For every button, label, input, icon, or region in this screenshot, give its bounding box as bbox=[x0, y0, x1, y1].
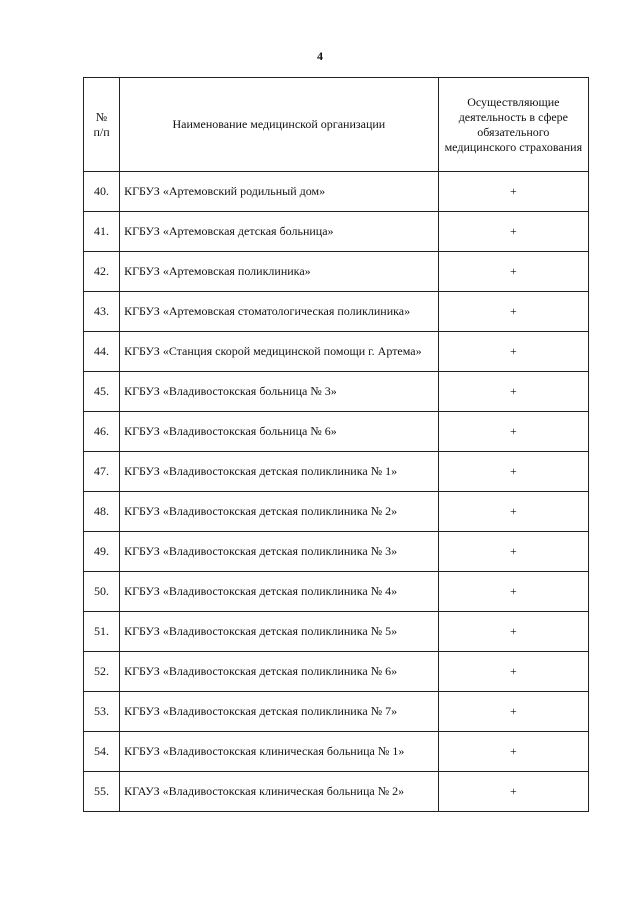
oms-mark: + bbox=[438, 372, 588, 412]
oms-mark: + bbox=[438, 452, 588, 492]
row-number: 47. bbox=[84, 452, 120, 492]
row-number: 44. bbox=[84, 332, 120, 372]
oms-mark: + bbox=[438, 612, 588, 652]
row-number: 43. bbox=[84, 292, 120, 332]
oms-mark: + bbox=[438, 412, 588, 452]
organization-name: КГБУЗ «Владивостокская больница № 3» bbox=[120, 372, 439, 412]
organization-name: КГБУЗ «Владивостокская детская поликлиника № 7» bbox=[120, 692, 439, 732]
oms-mark: + bbox=[438, 212, 588, 252]
row-number: 55. bbox=[84, 772, 120, 812]
table-row bbox=[84, 692, 589, 732]
row-number: 52. bbox=[84, 652, 120, 692]
table-row bbox=[84, 212, 589, 252]
row-number: 40. bbox=[84, 172, 120, 212]
oms-mark: + bbox=[438, 292, 588, 332]
organization-name: КГБУЗ «Артемовский родильный дом» bbox=[120, 172, 439, 212]
row-number: 51. bbox=[84, 612, 120, 652]
organization-name: КГБУЗ «Артемовская поликлиника» bbox=[120, 252, 439, 292]
table-row bbox=[84, 532, 589, 572]
page-number: 4 bbox=[317, 49, 323, 63]
organization-name: КГБУЗ «Владивостокская детская поликлиника № 2» bbox=[120, 492, 439, 532]
organization-name: КГБУЗ «Станция скорой медицинской помощи г. Артема» bbox=[120, 332, 439, 372]
header-number: № п/п bbox=[84, 78, 120, 172]
oms-mark: + bbox=[438, 532, 588, 572]
oms-mark: + bbox=[438, 572, 588, 612]
oms-mark: + bbox=[438, 252, 588, 292]
header-oms-activity: Осуществляющие деятельность в сфере обязательного медицинского страхования bbox=[438, 78, 588, 172]
organization-name: КГБУЗ «Артемовская детская больница» bbox=[120, 212, 439, 252]
table-row bbox=[84, 452, 589, 492]
organization-name: КГАУЗ «Владивостокская клиническая больница № 2» bbox=[120, 772, 439, 812]
table-row bbox=[84, 772, 589, 812]
row-number: 45. bbox=[84, 372, 120, 412]
organization-name: КГБУЗ «Владивостокская детская поликлиника № 4» bbox=[120, 572, 439, 612]
row-number: 53. bbox=[84, 692, 120, 732]
row-number: 50. bbox=[84, 572, 120, 612]
table-row bbox=[84, 292, 589, 332]
organization-name: КГБУЗ «Артемовская стоматологическая поликлиника» bbox=[120, 292, 439, 332]
row-number: 41. bbox=[84, 212, 120, 252]
table-row bbox=[84, 492, 589, 532]
row-number: 54. bbox=[84, 732, 120, 772]
oms-mark: + bbox=[438, 772, 588, 812]
table-row bbox=[84, 572, 589, 612]
organization-name: КГБУЗ «Владивостокская детская поликлиника № 6» bbox=[120, 652, 439, 692]
organization-name: КГБУЗ «Владивостокская детская поликлиника № 3» bbox=[120, 532, 439, 572]
table-row bbox=[84, 252, 589, 292]
oms-mark: + bbox=[438, 652, 588, 692]
table-row bbox=[84, 172, 589, 212]
oms-mark: + bbox=[438, 732, 588, 772]
organization-name: КГБУЗ «Владивостокская больница № 6» bbox=[120, 412, 439, 452]
organizations-table bbox=[83, 77, 589, 812]
organization-name: КГБУЗ «Владивостокская клиническая больница № 1» bbox=[120, 732, 439, 772]
row-number: 48. bbox=[84, 492, 120, 532]
organization-name: КГБУЗ «Владивостокская детская поликлиника № 1» bbox=[120, 452, 439, 492]
organization-name: КГБУЗ «Владивостокская детская поликлиника № 5» bbox=[120, 612, 439, 652]
oms-mark: + bbox=[438, 332, 588, 372]
table-header-row bbox=[84, 78, 589, 172]
row-number: 42. bbox=[84, 252, 120, 292]
table-row bbox=[84, 652, 589, 692]
row-number: 46. bbox=[84, 412, 120, 452]
table-row bbox=[84, 372, 589, 412]
oms-mark: + bbox=[438, 492, 588, 532]
table-row bbox=[84, 732, 589, 772]
table-row bbox=[84, 412, 589, 452]
oms-mark: + bbox=[438, 172, 588, 212]
header-organization-name: Наименование медицинской организации bbox=[120, 78, 439, 172]
row-number: 49. bbox=[84, 532, 120, 572]
table-row bbox=[84, 612, 589, 652]
oms-mark: + bbox=[438, 692, 588, 732]
table-row bbox=[84, 332, 589, 372]
